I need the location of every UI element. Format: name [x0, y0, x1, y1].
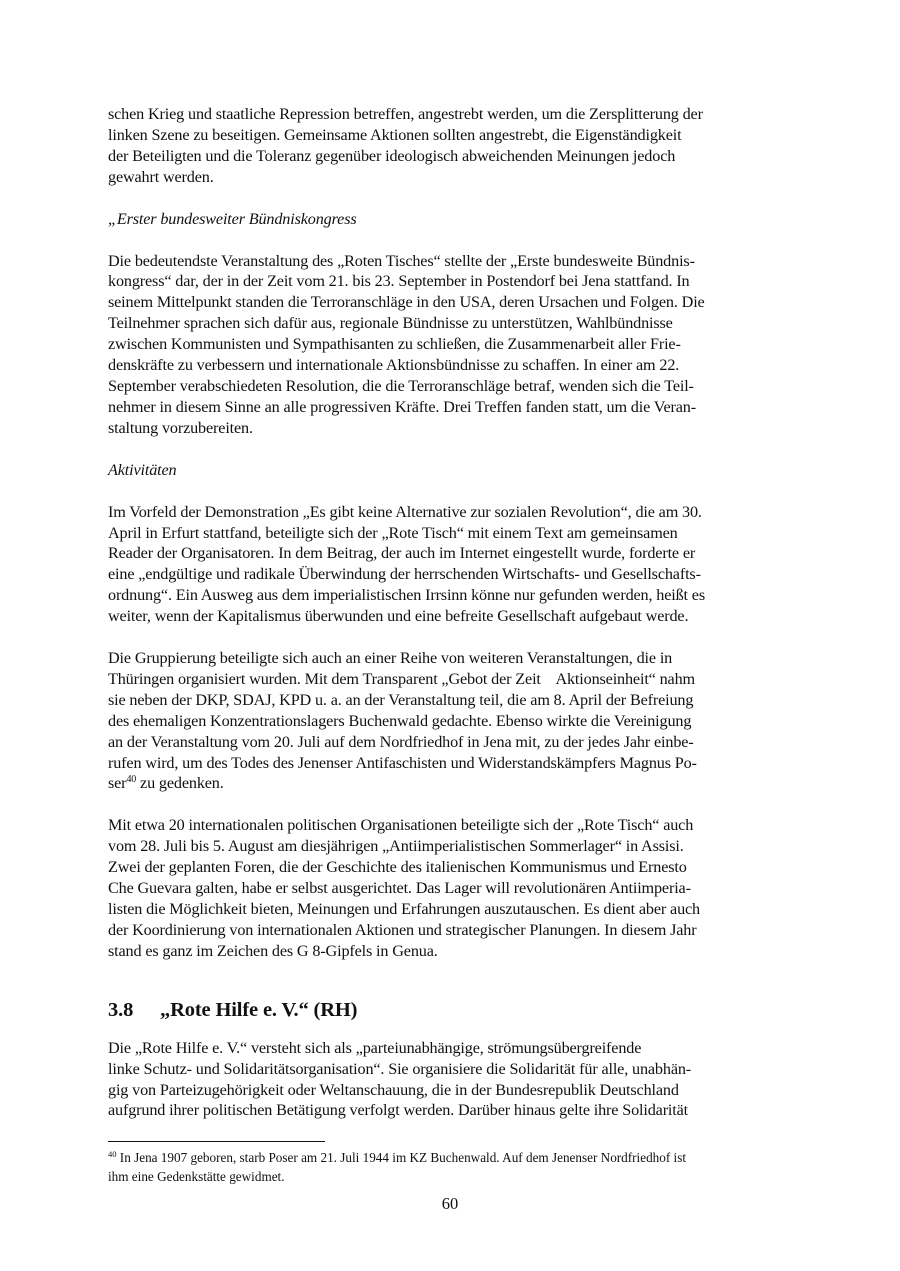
- text-line: ser: [108, 774, 127, 793]
- footnote: [108, 1148, 768, 1186]
- text-line: stand es ganz im Zeichen des G 8-Gipfels in Genua.: [108, 941, 438, 960]
- text-line: gewahrt werden.: [108, 167, 214, 186]
- text-line: der Koordinierung von internationalen Aktionen und strategischer Planungen. In diesem Jahr: [108, 920, 697, 939]
- text-line: Teilnehmer sprachen sich dafür aus, regionale Bündnisse zu unterstützen, Wahlbündnisse: [108, 314, 673, 333]
- text-line: eine „endgültige und radikale Überwindung der herrschenden Wirtschafts- und Gesellschafts-: [108, 565, 701, 584]
- footnote-line: ihm eine Gedenkstätte gewidmet.: [108, 1169, 285, 1184]
- paragraph-aktivitaeten-3: [108, 815, 758, 961]
- text-line: des ehemaligen Konzentrationslagers Buchenwald gedachte. Ebenso wirkte die Vereinigung: [108, 711, 692, 730]
- paragraph-aktivitaeten-1: [108, 502, 758, 627]
- text-line: staltung vorzubereiten.: [108, 418, 253, 437]
- text-line: aufgrund ihrer politischen Betätigung verfolgt werden. Darüber hinaus gelte ihre Solidarität: [108, 1101, 689, 1120]
- page-number: 60: [441, 1194, 459, 1213]
- text-line: rufen wird, um des Todes des Jenenser Antifaschisten und Widerstandskämpfers Magnus Po-: [108, 753, 697, 772]
- footnote-number: 40: [108, 1149, 117, 1159]
- footnote-reference[interactable]: 40: [126, 774, 137, 786]
- footnote-separator: [108, 1141, 325, 1142]
- paragraph-aktivitaeten-2: [108, 648, 758, 794]
- text-line: Die bedeutendste Veranstaltung des „Roten Tisches“ stellte der „Erste bundesweite Bündnis-: [108, 251, 695, 270]
- text-line: Mit etwa 20 internationalen politischen Organisationen beteiligte sich der „Rote Tisch“ auch: [108, 816, 694, 835]
- text-line: Thüringen organisiert wurden. Mit dem Transparent „Gebot der Zeit Aktionseinheit“ nahm: [108, 669, 695, 688]
- text-line: zu gedenken.: [136, 774, 224, 793]
- text-line: linke Schutz- und Solidaritätsorganisation“. Sie organisiere die Solidarität für alle, unabhän-: [108, 1059, 692, 1078]
- paragraph-rote-hilfe: [108, 1038, 758, 1122]
- page-body: [108, 104, 758, 1121]
- text-line: nehmer in diesem Sinne an alle progressiven Kräfte. Drei Treffen fanden statt, um die Veran-: [108, 397, 696, 416]
- text-line: an der Veranstaltung vom 20. Juli auf dem Nordfriedhof in Jena mit, zu der jedes Jahr einbe-: [108, 732, 694, 751]
- section-number: 3.8: [108, 998, 134, 1021]
- text-line: ordnung“. Ein Ausweg aus dem imperialistischen Irrsinn könne nur gefunden werden, heißt es: [108, 586, 705, 605]
- text-line: Die „Rote Hilfe e. V.“ versteht sich als „parteiunabhängige, strömungsübergreifende: [108, 1038, 642, 1057]
- text-line: weiter, wenn der Kapitalismus überwunden und eine befreite Gesellschaft aufgebaut werde.: [108, 607, 689, 626]
- paragraph-intro: [108, 104, 758, 188]
- footnote-line: In Jena 1907 geboren, starb Poser am 21. Juli 1944 im KZ Buchenwald. Auf dem Jenenser Nordfriedhof ist: [116, 1150, 687, 1165]
- text-line: vom 28. Juli bis 5. August am diesjährigen „Antiimperialistischen Sommerlager“ in Assisi.: [108, 837, 684, 856]
- text-line: September verabschiedeten Resolution, die die Terroranschläge betraf, wenden sich die Teil-: [108, 376, 694, 395]
- section-heading: [108, 983, 758, 1038]
- text-line: Im Vorfeld der Demonstration „Es gibt keine Alternative zur sozialen Revolution“, die am 30.: [108, 502, 702, 521]
- text-line: sie neben der DKP, SDAJ, KPD u. a. an der Veranstaltung teil, die am 8. April der Befreiung: [108, 690, 694, 709]
- text-line: Die Gruppierung beteiligte sich auch an einer Reihe von weiteren Veranstaltungen, die in: [108, 649, 673, 668]
- text-line: gig von Parteizugehörigkeit oder Weltanschauung, die in der Bundesrepublik Deutschland: [108, 1080, 679, 1099]
- text-line: linken Szene zu beseitigen. Gemeinsame Aktionen sollten angestrebt, die Eigenständigkeit: [108, 125, 682, 144]
- text-line: schen Krieg und staatliche Repression betreffen, angestrebt werden, um die Zersplitterung der: [108, 105, 703, 123]
- paragraph-kongress: [108, 251, 758, 439]
- section-title: „Rote Hilfe e. V.“ (RH): [160, 998, 358, 1021]
- text-line: listen die Möglichkeit bieten, Meinungen und Erfahrungen auszutauschen. Es dient aber auch: [108, 900, 700, 918]
- text-line: der Beteiligten und die Toleranz gegenüber ideologisch abweichenden Meinungen jedoch: [108, 146, 676, 165]
- text-line: Reader der Organisatoren. In dem Beitrag, der auch im Internet eingestellt wurde, forderte er: [108, 544, 696, 563]
- text-line: Zwei der geplanten Foren, die der Geschichte des italienischen Kommunismus und Ernesto: [108, 858, 687, 877]
- subheading-kongress: „Erster bundesweiter Bündniskongress: [108, 209, 357, 228]
- text-line: Che Guevara galten, habe er selbst ausgerichtet. Das Lager will revolutionären Antiimperia-: [108, 879, 691, 898]
- text-line: April in Erfurt stattfand, beteiligte sich der „Rote Tisch“ mit einem Text am gemeinsamen: [108, 523, 678, 542]
- text-line: denskräfte zu verbessern und internationale Aktionsbündnisse zu schaffen. In einer am 22.: [108, 356, 680, 375]
- text-line: kongress“ dar, der in der Zeit vom 21. bis 23. September in Postendorf bei Jena stattfand. In: [108, 272, 690, 291]
- subheading-aktivitaeten: Aktivitäten: [108, 460, 177, 479]
- text-line: seinem Mittelpunkt standen die Terroranschläge in den USA, deren Ursachen und Folgen. Die: [108, 293, 705, 312]
- text-line: zwischen Kommunisten und Sympathisanten zu schließen, die Zusammenarbeit aller Frie-: [108, 335, 681, 354]
